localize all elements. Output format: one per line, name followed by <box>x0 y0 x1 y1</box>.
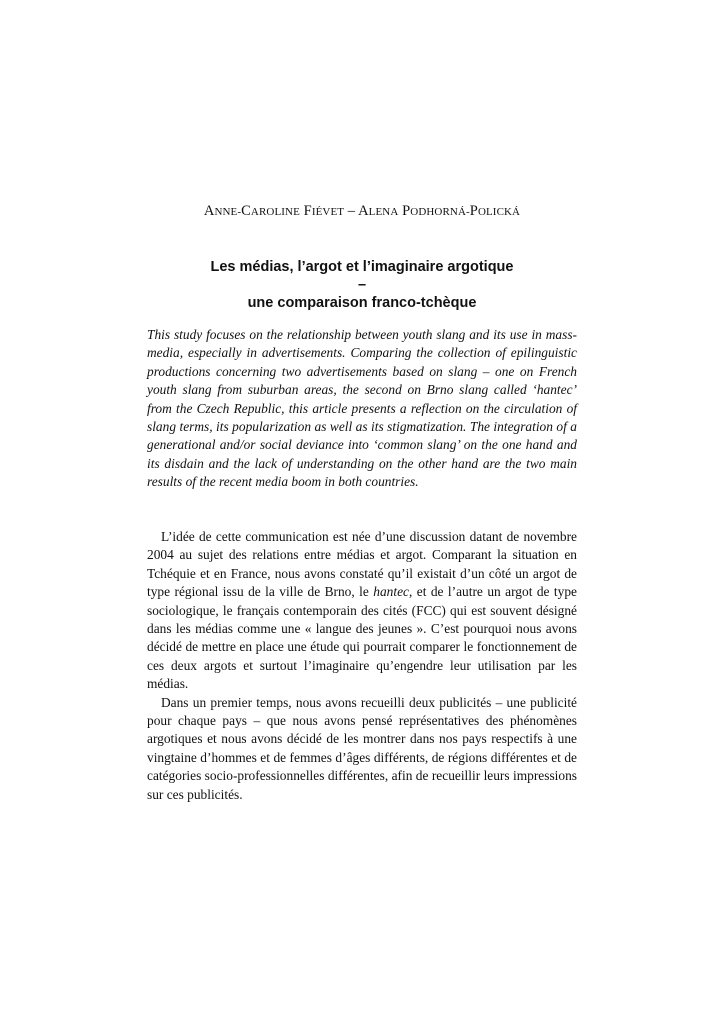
body-text <box>147 528 577 804</box>
abstract <box>147 326 577 492</box>
abstract-text: This study focuses on the relationship between youth slang and its use in mass-media, especially in advertisements. Comparing the collection of epilinguistic productions concerning two advertisements based on slang – one on French youth slang from suburban areas, the second on Brno slang called ‘hantec’ from the Czech Republic, this article presents a reflection on the circulation of slang terms, its popularization as well as its stigmatization. The integration of a generational and/or social deviance into ‘common slang’ on the one hand and its disdain and the lack of understanding on the other hand are the two main results of the recent media boom in both countries. <box>147 327 577 490</box>
author-2-initial: A <box>358 203 369 219</box>
paragraph-1-part-1: L’idée de cette communication est née d’une discussion datant de novembre 2004 au sujet des relations entre médias et argot. Comparant la situation en Tchéquie et en France, nous avons constaté qu’il existait d’un côté un argot de type régional issu de la ville de Brno, le <box>147 529 577 600</box>
author-2-last-initial: P <box>469 203 478 219</box>
author-2 <box>358 203 520 219</box>
author-1-last-rest: IÉVET <box>311 206 345 218</box>
title-line-3: une comparaison franco-tchèque <box>247 295 477 311</box>
author-1-first-rest: NNE- <box>214 206 242 218</box>
paragraph-2: Dans un premier temps, nous avons recueilli deux publicités – une publicité pour chaque pays – que nous avons pensé représentatives des phénomènes argotiques et nous avons décidé de les montrer dans nos pays respectifs à une vingtaine d’hommes et de femmes d’âges différents, de régions différentes et de catégories socio-professionnelles différentes, afin de recueillir leurs impressions sur ces publicités. <box>147 694 577 802</box>
author-1-second-initial: C <box>241 203 251 219</box>
author-separator: – <box>344 203 359 219</box>
paragraph-1 <box>147 528 577 694</box>
author-1 <box>204 203 344 219</box>
authors-line <box>147 203 577 220</box>
title-dash: – <box>357 277 367 293</box>
author-1-initial: A <box>203 203 215 219</box>
article-title <box>147 258 577 312</box>
paragraph-1-part-2: , et de l’autre un argot de type sociologique, le français contemporain des cités (FCC) qui est souvent désigné dans les médias comme une « langue des jeunes ». C’est pourquoi nous avons décidé de mettre en place une étude qui pourrait comparer le fonctionnement de ces deux argots et surtout l’imaginaire qu’engendre leur utilisation par les médias. <box>147 584 577 692</box>
title-line-1: Les médias, l’argot et l’imaginaire argotique <box>210 259 514 275</box>
author-1-last-initial: F <box>303 203 312 219</box>
paragraph-1-emphasis: hantec <box>373 584 409 600</box>
author-2-second-initial: P <box>402 203 411 219</box>
author-2-last-rest: OLICKÁ <box>477 206 521 218</box>
author-2-first-rest: LENA <box>368 206 399 218</box>
author-1-second-rest: AROLINE <box>250 206 300 218</box>
author-2-second-rest: ODHORNÁ- <box>410 206 470 218</box>
